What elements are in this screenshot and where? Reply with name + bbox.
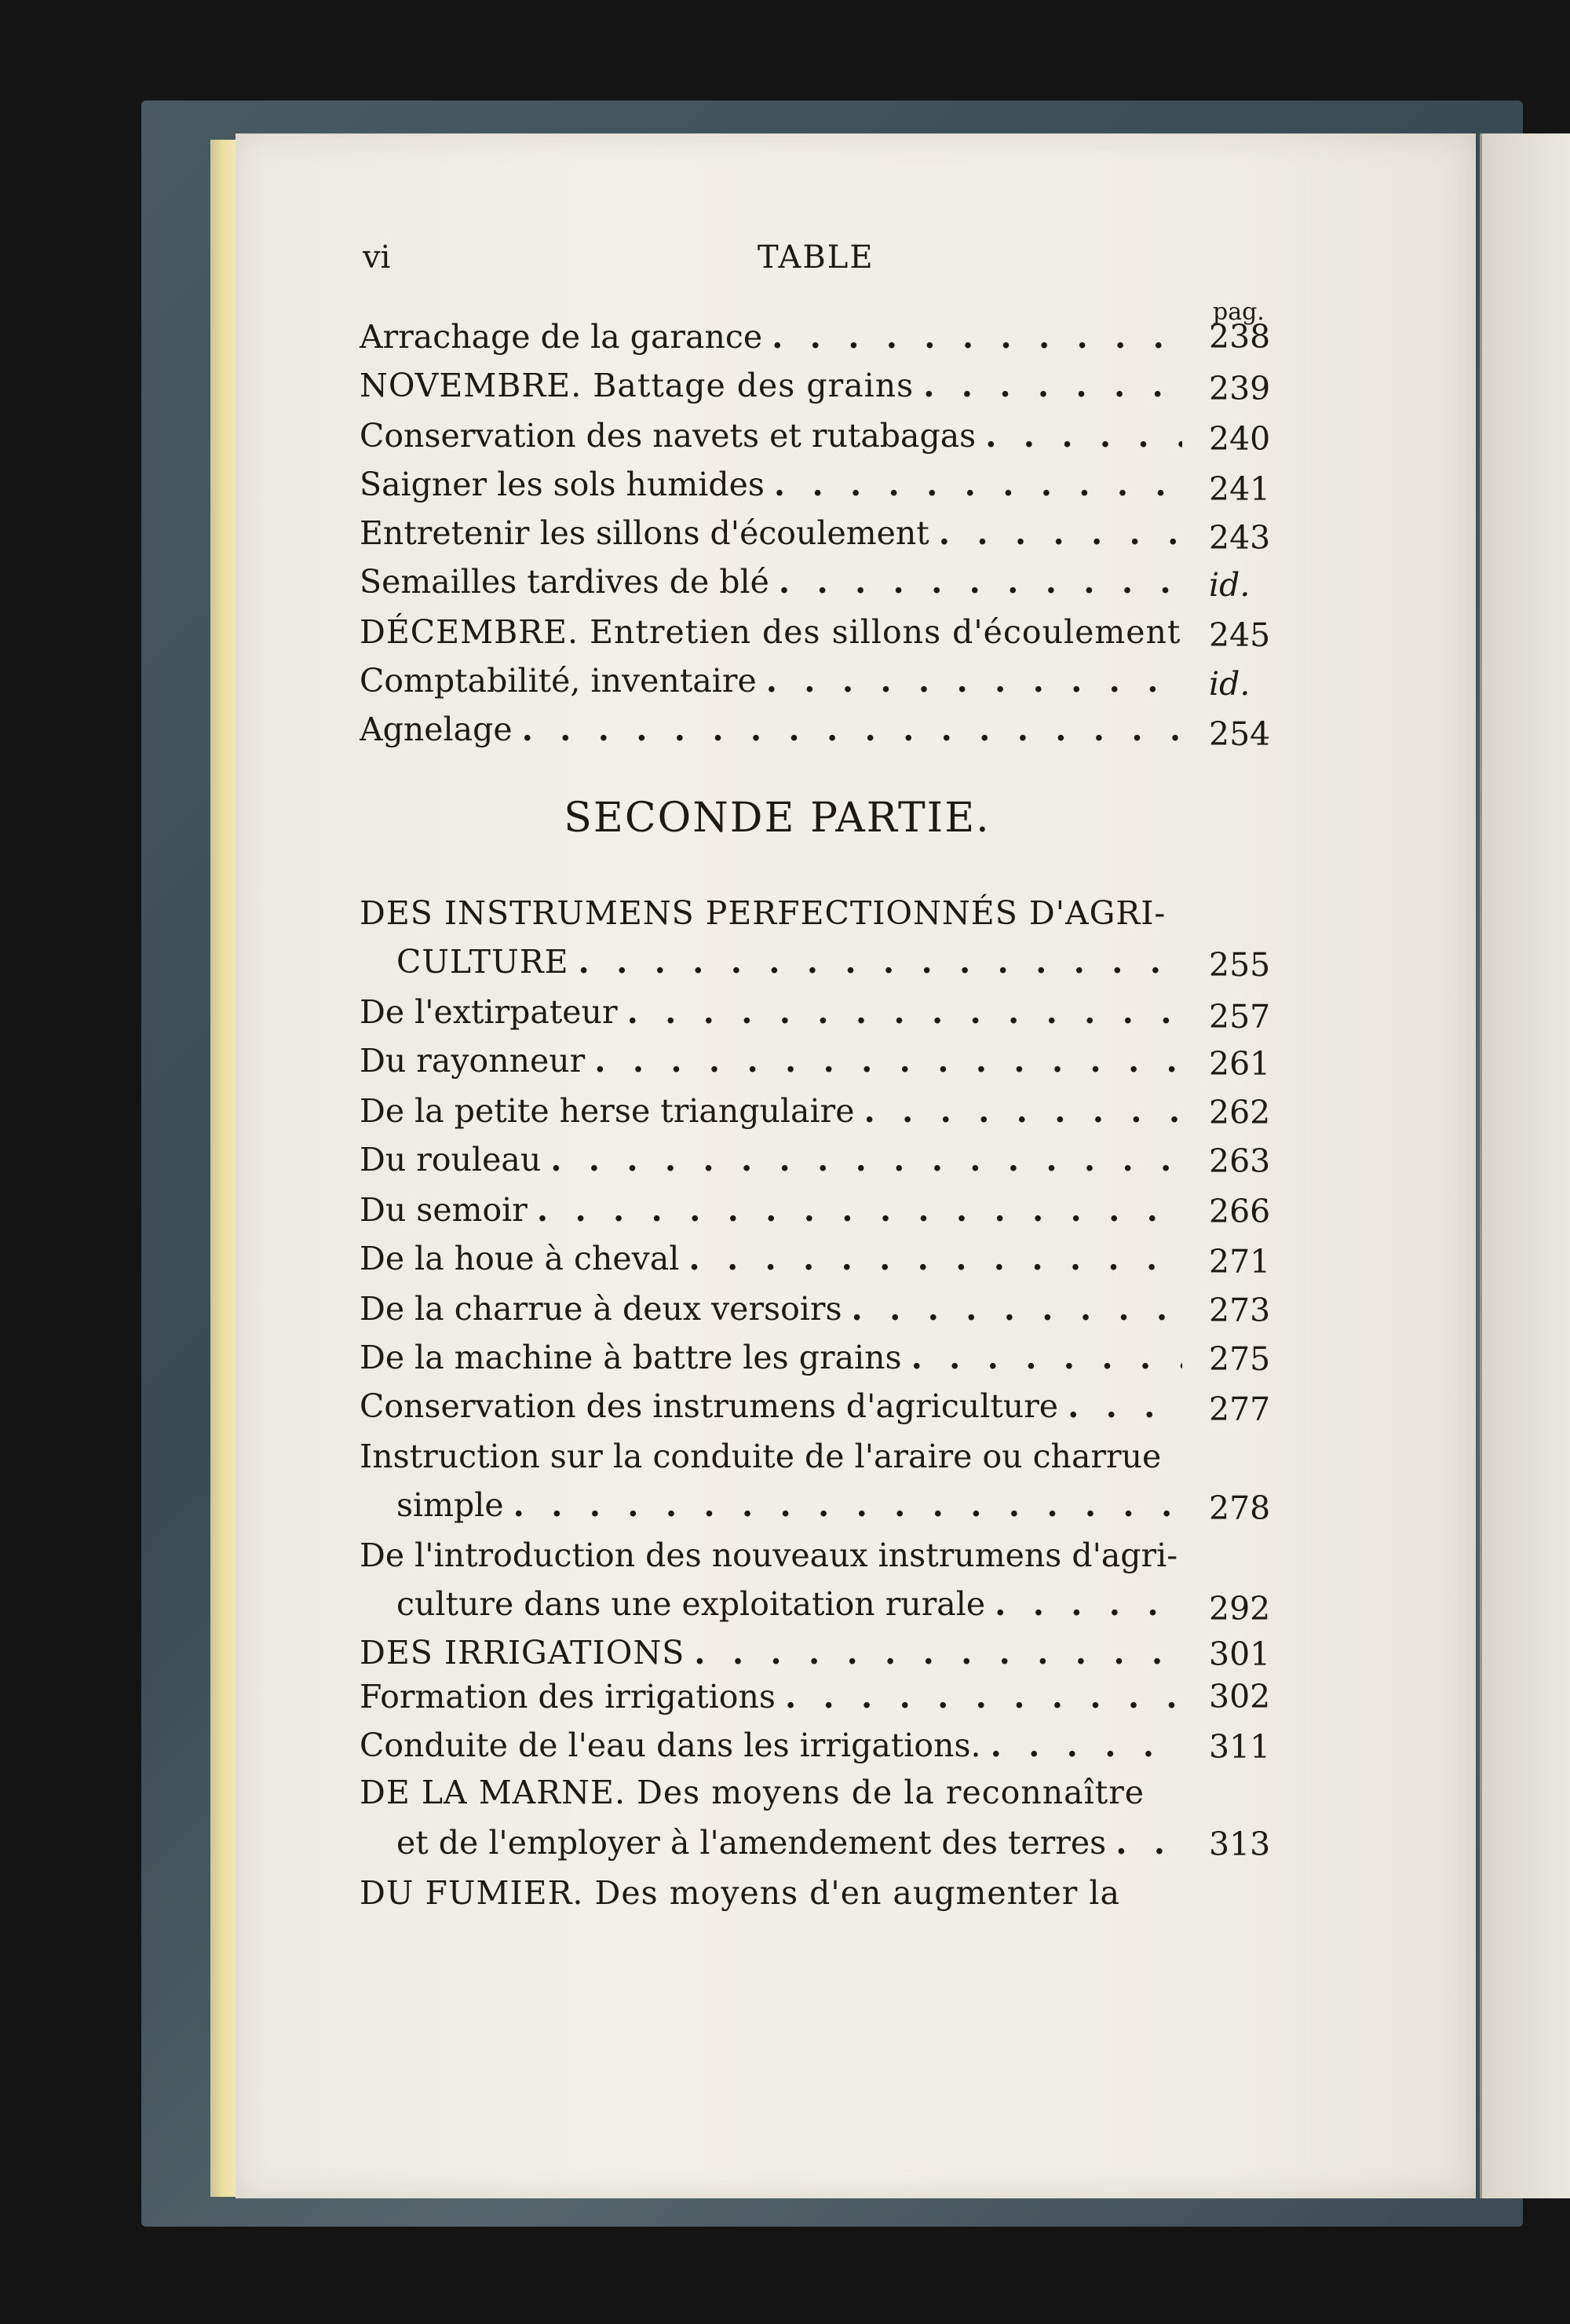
toc-entry: De la houe à cheval . . . bbox=[360, 1237, 1182, 1280]
toc-entry: De la charrue à deux versoirs . . . bbox=[360, 1288, 1182, 1330]
toc-page: 311 bbox=[1209, 1728, 1271, 1766]
toc-page: 254 bbox=[1209, 715, 1271, 753]
toc-page: 245 bbox=[1209, 616, 1271, 654]
toc-page: 262 bbox=[1209, 1094, 1271, 1131]
toc-entry: De la machine à battre les grains . . . bbox=[360, 1336, 1182, 1379]
toc-entry: Saigner les sols humides . . . bbox=[360, 463, 1182, 506]
toc-page: 302 bbox=[1209, 1678, 1271, 1716]
pag-label: pag. bbox=[1213, 298, 1265, 326]
toc-page: 239 bbox=[1209, 370, 1271, 407]
toc-page: 292 bbox=[1209, 1590, 1271, 1628]
toc-entry: CULTURE . . . bbox=[396, 941, 1182, 983]
toc-page: 241 bbox=[1209, 470, 1271, 508]
toc-entry: De la petite herse triangulaire . . . bbox=[360, 1090, 1182, 1132]
toc-entry: De l'introduction des nouveaux instrumens d'agri- bbox=[360, 1537, 1178, 1574]
toc-page: id. bbox=[1209, 665, 1251, 703]
toc-page: 238 bbox=[1209, 318, 1271, 356]
toc-page: 275 bbox=[1209, 1340, 1271, 1378]
toc-entry: Conservation des instrumens d'agriculture . . . bbox=[360, 1385, 1182, 1427]
toc-entry: Comptabilité, inventaire . . . bbox=[360, 660, 1182, 702]
toc-entry: Du rouleau . . . bbox=[360, 1138, 1182, 1181]
toc-page: 240 bbox=[1209, 420, 1271, 458]
facing-page-edge bbox=[1480, 133, 1570, 2198]
section-heading: SECONDE PARTIE. bbox=[564, 795, 991, 842]
toc-entry: et de l'employer à l'amendement des terres . . . bbox=[396, 1822, 1182, 1864]
toc-entry: DES INSTRUMENS PERFECTIONNÉS D'AGRI- bbox=[360, 894, 1167, 932]
toc-entry: Arrachage de la garance . . . bbox=[360, 316, 1182, 358]
toc-entry: culture dans une exploitation rurale . . . bbox=[396, 1583, 1182, 1625]
toc-page: id. bbox=[1209, 566, 1251, 604]
toc-page: 273 bbox=[1209, 1292, 1271, 1329]
page-number: vi bbox=[363, 239, 391, 276]
toc-page: 271 bbox=[1209, 1243, 1271, 1281]
toc-entry: DU FUMIER. Des moyens d'en augmenter la bbox=[360, 1874, 1120, 1912]
toc-entry: De l'extirpateur . . . bbox=[360, 991, 1182, 1033]
toc-page: 266 bbox=[1209, 1193, 1271, 1230]
toc-page: 261 bbox=[1209, 1045, 1271, 1083]
toc-entry: Entretenir les sillons d'écoulement . . . bbox=[360, 512, 1182, 554]
toc-page: 263 bbox=[1209, 1142, 1271, 1180]
toc-entry: Instruction sur la conduite de l'araire ou charrue bbox=[360, 1438, 1162, 1475]
toc-entry: simple . . . bbox=[396, 1484, 1182, 1526]
toc-page: 313 bbox=[1209, 1825, 1271, 1863]
toc-page: 255 bbox=[1209, 946, 1271, 984]
toc-entry: Formation des irrigations . . . bbox=[360, 1675, 1182, 1718]
toc-page: 257 bbox=[1209, 998, 1271, 1036]
toc-entry: DES IRRIGATIONS . . . bbox=[360, 1632, 1182, 1674]
toc-page: 278 bbox=[1209, 1489, 1271, 1527]
toc-entry: Semailles tardives de blé . . . bbox=[360, 561, 1182, 603]
toc-entry: Du rayonneur . . . bbox=[360, 1040, 1182, 1082]
running-head bbox=[0, 239, 1570, 287]
toc-entry: Conduite de l'eau dans les irrigations. . . . bbox=[360, 1724, 1182, 1767]
toc-page: 277 bbox=[1209, 1390, 1271, 1428]
toc-entry: DE LA MARNE. Des moyens de la reconnaître bbox=[360, 1774, 1145, 1811]
toc-entry: Conservation des navets et rutabagas . . . bbox=[360, 415, 1182, 457]
toc-entry: Du semoir . . . bbox=[360, 1189, 1182, 1231]
toc-page: 243 bbox=[1209, 519, 1271, 557]
toc-entry: DÉCEMBRE. Entretien des sillons d'écoulement bbox=[360, 613, 1181, 651]
running-title: TABLE bbox=[758, 239, 874, 276]
toc-page: 301 bbox=[1209, 1635, 1271, 1673]
toc-entry: Agnelage . . . bbox=[360, 708, 1182, 751]
toc-entry: NOVEMBRE. Battage des grains . . . bbox=[360, 364, 1182, 407]
